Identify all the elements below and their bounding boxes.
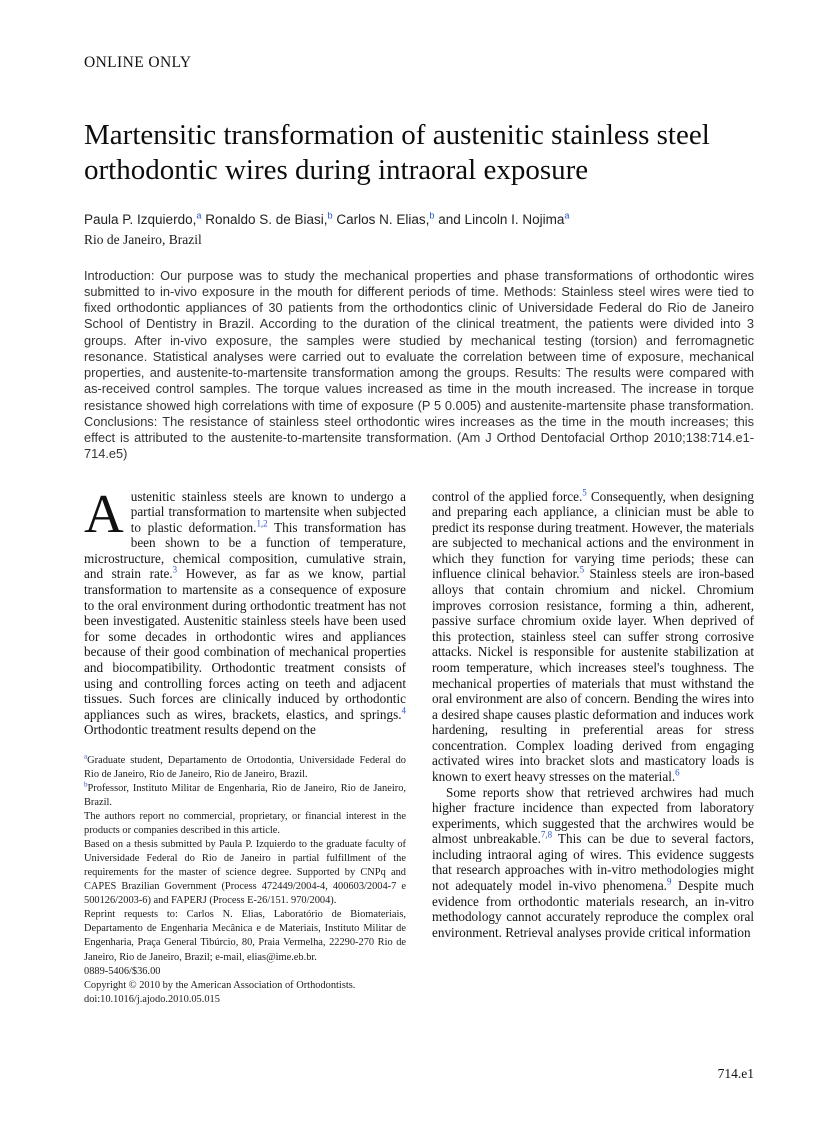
- page-content: [84, 0, 754, 1007]
- author-line: Paula P. Izquierdo,$^a$ Ronaldo S. de Biasi,$^b$ Carlos N. Elias,$^b$ and Lincoln I. Nojima$^a$: [84, 210, 570, 227]
- right-column: [432, 489, 754, 1007]
- footnote-copyright: Copyright © 2010 by the American Association of Orthodontists.: [84, 979, 356, 991]
- footnote-affiliation-b: $^b$Professor, Instituto Militar de Engenharia, Rio de Janeiro, Rio de Janeiro, Brazil.: [84, 780, 406, 808]
- footnote-thesis-support: Based on a thesis submitted by Paula P. Izquierdo to the graduate faculty of Universidade Federal do Rio de Janeiro in partial fulfillment of the requirements for the master of science degree. Supported by CNPq and CAPES Brazilian Government (Process 472449/2004-4, 400603/2004-7 e 500126/2003-6) and FAPERJ (Process E-26/151. 970/2004).: [84, 839, 406, 907]
- reference-superscript[interactable]: 4: [401, 705, 406, 716]
- reference-superscript[interactable]: a: [196, 210, 202, 221]
- body-paragraph-1: [84, 482, 407, 738]
- footnote-reprint-requests: Reprint requests to: Carlos N. Elias, Laboratório de Biomateriais, Departamento de Engenharia Mecânica e de Materiais, Instituto Militar de Engenharia, Praça General Tibúrcio, 80, Praia Vermelha, 22290-270 Rio de Janeiro, Rio de Janeiro, Brazil; e-mail, elias@ime.eb.br.: [84, 909, 406, 963]
- body-paragraph-2: control of the applied force.$^5$ Consequently, when designing and preparing each appliance, a clinician must be able to predict its response during treatment. However, the materials are subjected to mechanical actions and the environment in which they function for varying time periods; these can influence clinical behavior.$^5$ Stainless steels are iron-based alloys that contain chromium and nickel. Chromium improves corrosion resistance, forming a thin, adherent, passive surface chromium oxide layer. When deprived of this protection, stainless steel can suffer strong corrosive attacks. Nickel is responsible for austenite stabilization at room temperature, which increases steel's toughness. The mechanical properties of materials that must withstand the oral environment are also of concern. Bending the wires into a desired shape causes plastic deformation and induces work hardening, resulting in preferential areas for stress concentration. Complex loading derived from engaging activated wires into bracket slots and masticatory loads is known to exert heavy stresses on the material.$^6$: [432, 487, 754, 784]
- article-title: Martensitic transformation of austenitic stainless steel orthodontic wires during intraoral exposure: [84, 119, 710, 186]
- reference-superscript[interactable]: 7,8: [540, 829, 553, 840]
- page-number: 714.e1: [717, 1066, 754, 1081]
- reference-superscript[interactable]: b: [429, 210, 435, 221]
- footnote-disclosure: The authors report no commercial, proprietary, or financial interest in the products or companies described in this article.: [84, 811, 406, 837]
- reference-superscript[interactable]: 5: [582, 487, 587, 498]
- online-only-banner: ONLINE ONLY: [84, 54, 192, 71]
- left-column: [84, 482, 407, 1007]
- body-columns: [84, 482, 754, 1007]
- reference-superscript[interactable]: 3: [172, 565, 178, 576]
- footnote-issn: 0889-5406/$36.00: [84, 965, 161, 977]
- reference-superscript[interactable]: 1,2: [256, 518, 268, 529]
- footnote-affiliation-a: $^a$Graduate student, Departamento de Ortodontia, Universidade Federal do Rio de Janeiro, Rio de Janeiro, Rio de Janeiro, Brazil.: [84, 752, 406, 780]
- reference-superscript[interactable]: 5: [579, 565, 585, 576]
- reference-superscript[interactable]: 9: [666, 876, 672, 887]
- reference-superscript[interactable]: 6: [675, 767, 680, 778]
- body-paragraph-1-text: ustenitic stainless steels are known to undergo a partial transformation to martensite when subjected to plastic deformation.$^{1,2}$ This transformation has been shown to be a function of temperature, microstructure, chemical composition, cumulative strain, and strain rate.$^3$ However, as far as we know, partial transformation to martensite as a consequence of exposure to the oral environment during orthodontic treatment has not been investigated. Austenitic stainless steels have been used for some decades in orthodontic wires and appliances because of their good combination of mechanical properties and biocompatibility. Orthodontic treatment consists of using and controlling forces acting on teeth and adjacent tissues. Such forces are clinically induced by orthodontic appliances such as wires, brackets, elastics, and springs.$^4$ Orthodontic treatment results depend on the: [84, 488, 407, 738]
- reference-superscript[interactable]: b: [327, 210, 333, 221]
- drop-cap: A: [84, 482, 124, 544]
- reference-superscript[interactable]: b: [84, 780, 88, 789]
- author-location: Rio de Janeiro, Brazil: [84, 231, 202, 247]
- abstract-paragraph: Introduction: Our purpose was to study the mechanical properties and phase transformations of orthodontic wires submitted to in-vivo exposure in the mouth for different periods of time. Methods: Stainless steel wires were tied to fixed orthodontic appliances of 30 patients from the orthodontics clinic of Universidade Federal do Rio de Janeiro School of Dentistry in Brazil. According to the duration of the clinical treatment, the patients were divided into 3 groups. After in-vivo exposure, the samples were studied by mechanical testing (torsion) and ferromagnetic resonance. Statistical analyses were carried out to evaluate the correlation between time of exposure, mechanical properties, and austenite-to-martensite transformation among the groups. Results: The results were compared with as-received control samples. The torque values increased as time in the mouth increased. The increase in torque resistance showed high correlations with time of exposure (P 5 0.005) and austenite-martensite phase transformation. Conclusions: The resistance of stainless steel orthodontic wires increases as the time in the mouth increases; this effect is attributed to the austenite-to-martensite transformation. (Am J Orthod Dentofacial Orthop 2010;138:714.e1-714.e5): [84, 267, 754, 462]
- body-paragraph-3: Some reports show that retrieved archwires had much higher fracture incidence than expected from laboratory experiments, which suggested that the archwires would be almost unbreakable.$^{7,8}$ This can be due to several factors, including intraoral aging of wires. This evidence suggests that research approaches with in-vitro methodologies might not adequately model in-vivo phenomena.$^9$ Despite much evidence from orthodontic materials research, an in-vitro methodology cannot accurately reproduce the complex oral environment. Retrieval analyses provide critical information: [432, 784, 754, 940]
- footnote-doi: doi:10.1016/j.ajodo.2010.05.015: [84, 993, 220, 1005]
- reference-superscript[interactable]: a: [564, 210, 570, 221]
- reference-superscript[interactable]: a: [84, 752, 88, 761]
- footnotes-block: [84, 754, 406, 1007]
